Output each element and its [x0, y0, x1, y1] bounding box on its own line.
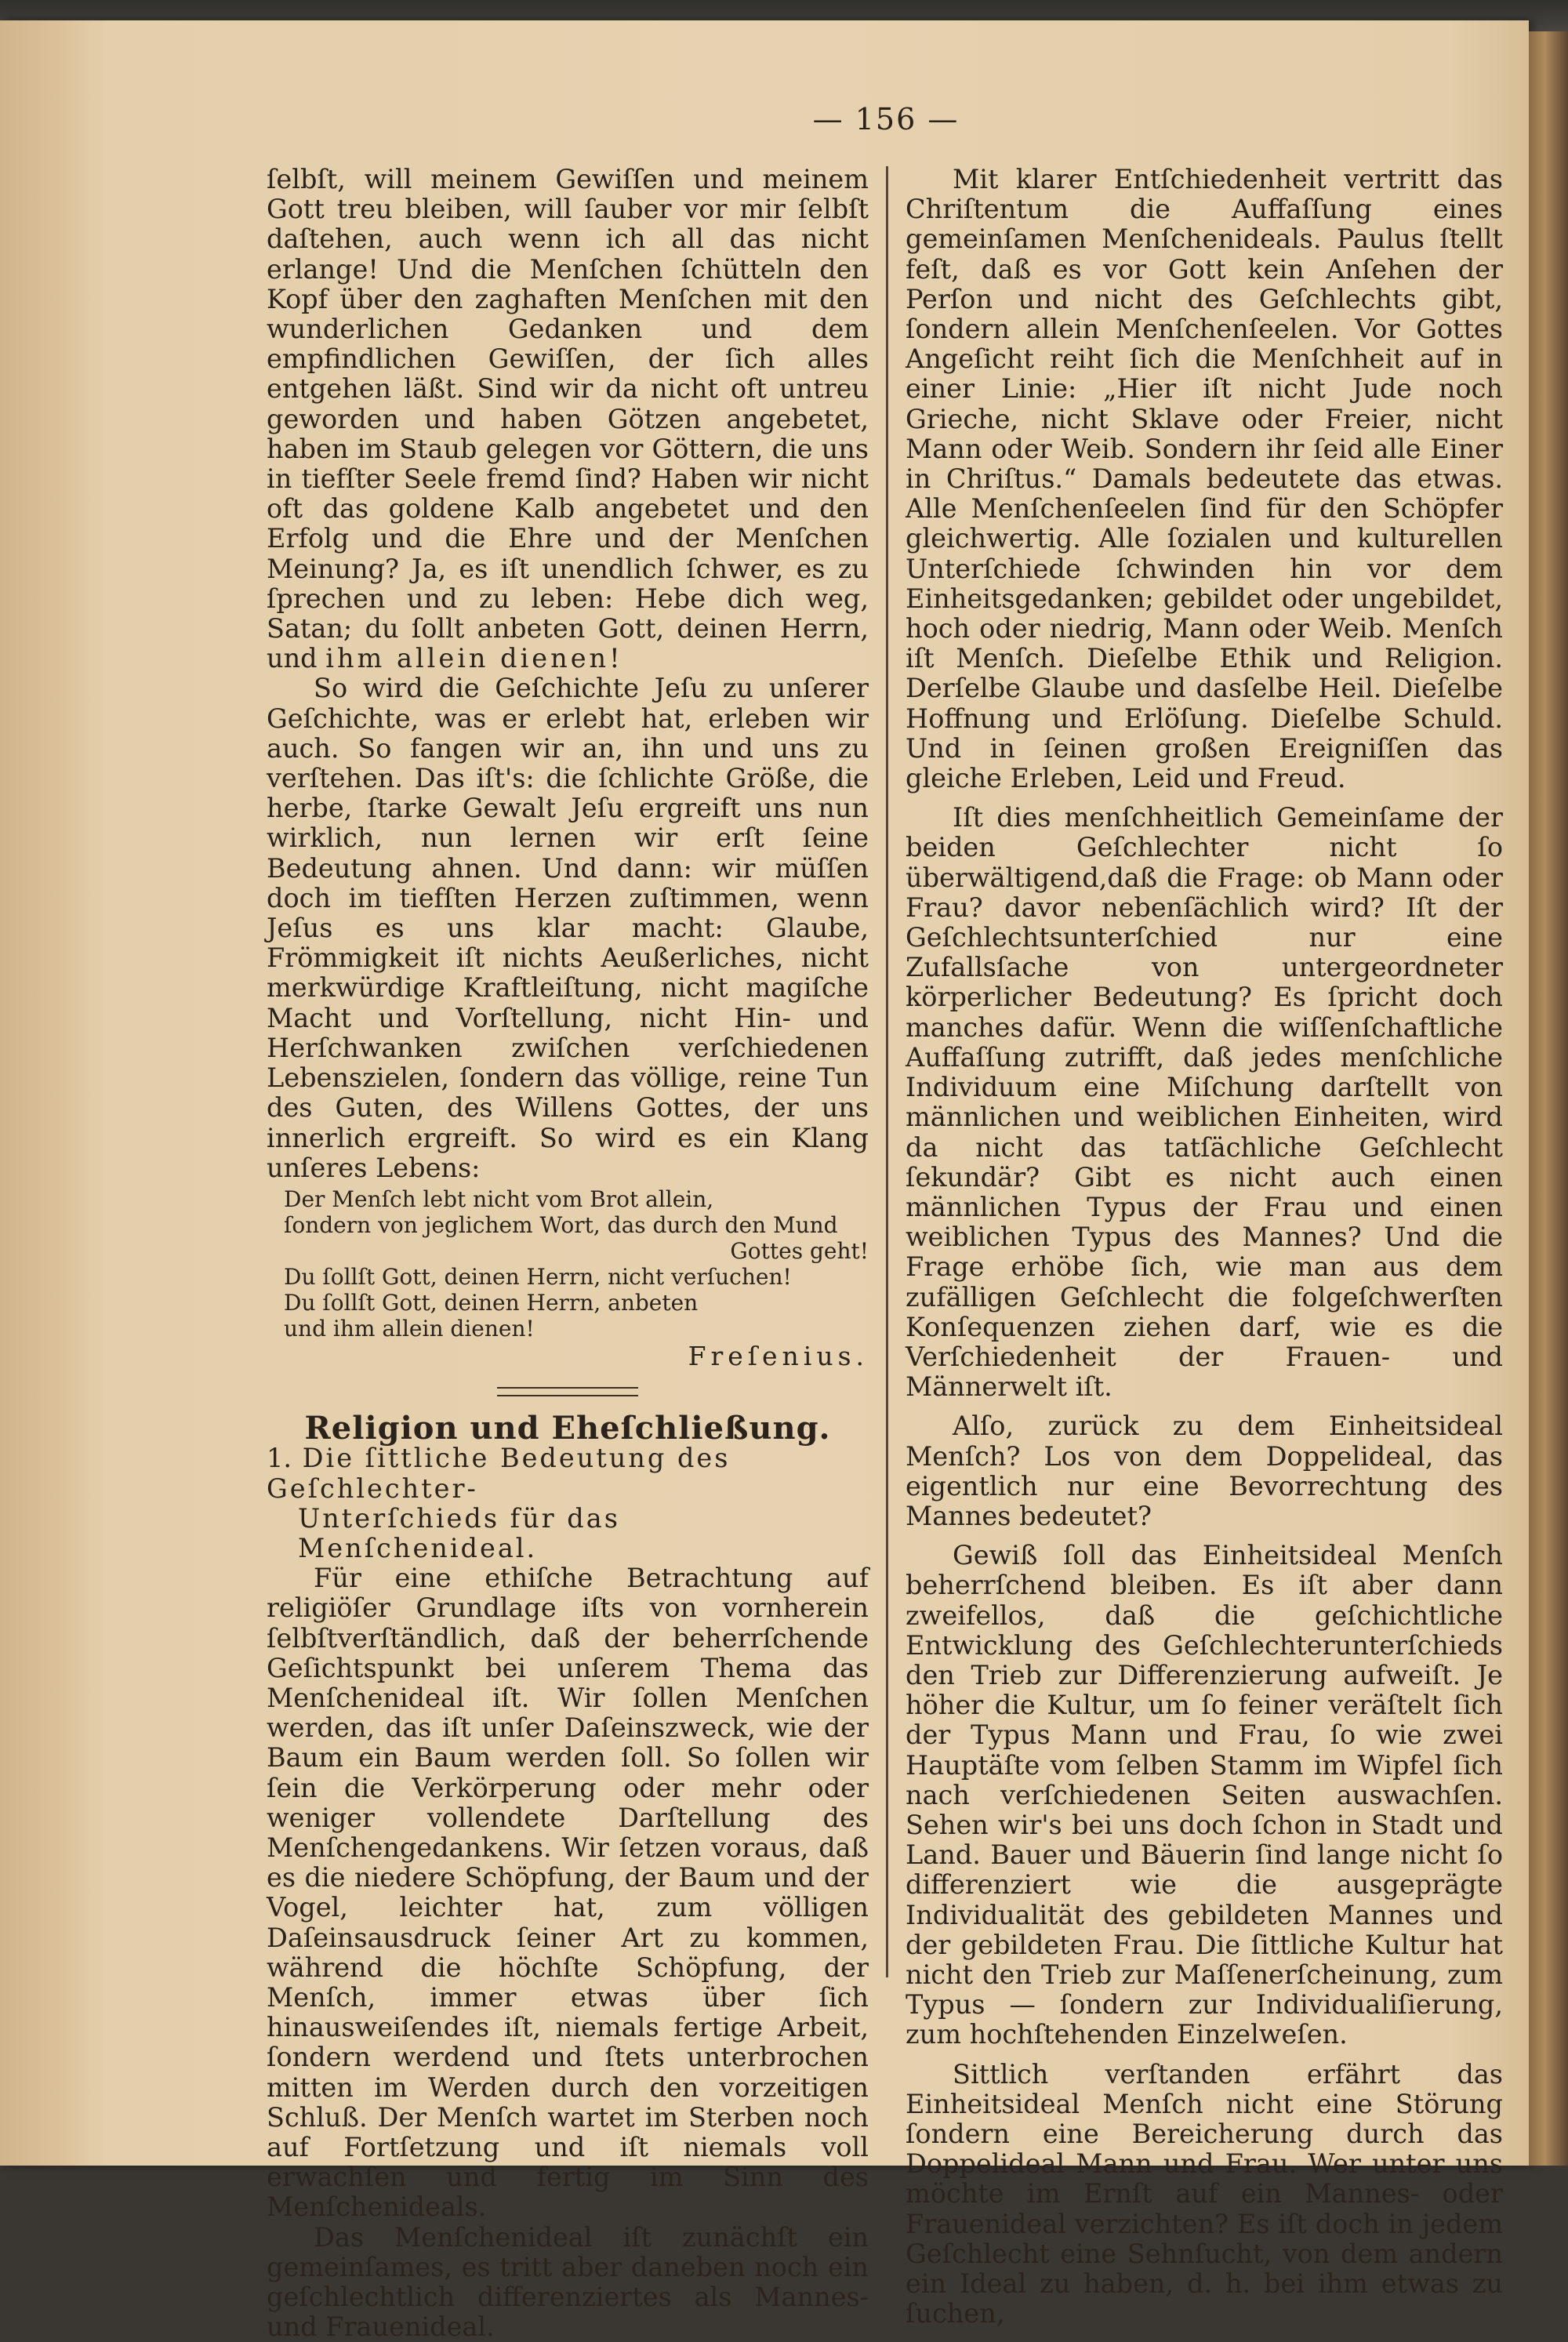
left-column — [267, 165, 869, 2342]
left-paragraph-4: Das Menſchenideal iſt zunächſt ein gemeinſames, es tritt aber daneben noch ein geſchlechtlich differenziertes als Mannes- und Frauenideal. — [267, 2221, 869, 2342]
right-column — [906, 165, 1503, 2329]
poem-line: und ihm allein dienen! — [284, 1315, 535, 1342]
subheading-line-1: Die ſittliche Bedeutung des Geſchlechter- — [267, 1443, 731, 1504]
left-paragraph-1-text: ſelbſt, will meinem Gewiſſen und meinem Gott treu bleiben, will ſauber vor mir ſelbſt daſtehen, auch wenn ich all das nicht erlange! Und die Menſchen ſchütteln den Kopf über den zaghaften Menſchen mit den wunderlichen Gedanken und dem empfindlichen Gewiſſen, der ſich alles entgehen läßt. Sind wir da nicht oft untreu geworden und haben Götzen angebetet, haben im Staub gelegen vor Göttern, die uns in tiefſter Seele fremd ſind? Haben wir nicht oft das goldene Kalb angebetet und den Erfolg und die Ehre und der Menſchen Meinung? Ja, es iſt unendlich ſchwer, es zu ſprechen und zu leben: Hebe dich weg, Satan; du ſollt anbeten Gott, deinen Herrn, und — [267, 164, 869, 674]
right-paragraph-2: Iſt dies menſchheitlich Gemeinſame der beiden Geſchlechter nicht ſo überwältigend,daß die Frage: ob Mann oder Frau? davor nebenſächlich wird? Iſt der Geſchlechtsunterſchied nur eine Zufallsſache von untergeordneter körperlicher Bedeutung? Es ſpricht doch manches dafür. Wenn die wiſſenſchaftliche Auffaſſung zutrifft, daß jedes menſchliche Individuum eine Miſchung darſtellt von männlichen und weiblichen Einheiten, wird da nicht das tatſächliche Geſchlecht ſekundär? Gibt es nicht auch einen männlichen Typus der Frau und einen weiblichen Typus des Mannes? Und die Frage erhöbe ſich, wie man aus dem zufälligen Geſchlecht die folgeſchwerſten Konſequenzen ziehen darf, wie es die Verſchiedenheit der Frauen- und Männerwelt iſt. — [906, 802, 1503, 1403]
right-paragraph-5: Sittlich verſtanden erfährt das Einheitsideal Menſch nicht eine Störung ſondern eine Bereicherung durch das Doppelideal Mann und Frau. Wer unter uns möchte im Ernſt auf ein Mannes- oder Frauenideal verzichten? Es iſt doch in jedem Geſchlecht eine Sehnſucht, von dem andern ein Ideal zu haben, d. h. bei ihm etwas zu ſuchen, — [906, 2058, 1503, 2329]
poem-signature: Freſenius. — [688, 1340, 869, 1371]
page-number: — 156 — — [812, 102, 960, 136]
poem-line: Du ſollſt Gott, deinen Herrn, nicht verſuchen! — [284, 1263, 792, 1290]
section-heading: Religion und Eheſchließung. — [304, 1410, 831, 1447]
right-paragraph-4: Gewiß ſoll das Einheitsideal Menſch beherrſchend bleiben. Es iſt aber dann zweifellos, daß die geſchichtliche Entwicklung des Geſchlechterunterſchieds den Trieb zur Differenzierung aufweiſt. Je höher die Kultur, um ſo feiner veräſtelt ſich der Typus Mann und Frau, ſo wie zwei Hauptäſte vom ſelben Stamm im Wipfel ſich nach verſchiedenen Seiten auswachſen. Sehen wir's bei uns doch ſchon in Stadt und Land. Bauer und Bäuerin ſind lange nicht ſo differenziert wie die ausgeprägte Individualität des gebildeten Mannes und der gebildeten Frau. Die ſittliche Kultur hat nicht den Trieb zur Maſſenerſcheinung, zum Typus — ſondern zur Individualiſierung, zum hochſtehenden Einzelweſen. — [906, 1540, 1503, 2050]
poem-line: Der Menſch lebt nicht vom Brot allein, — [284, 1186, 714, 1212]
section-separator — [497, 1387, 638, 1396]
subheading-number: 1. — [267, 1443, 292, 1474]
left-paragraph-1-emphasis: ihm allein dienen! — [325, 643, 623, 674]
poem-line: Du ſollſt Gott, deinen Herrn, anbeten — [284, 1289, 699, 1316]
subheading-line-2: Unterſchieds für das Menſchenideal. — [298, 1502, 620, 1563]
column-divider — [886, 166, 888, 1977]
left-paragraph-1 — [267, 165, 869, 674]
section-subheading — [267, 1443, 869, 1563]
right-paragraph-3: Alſo, zurück zu dem Einheitsideal Menſch? Los von dem Doppelideal, das eigentlich nur eine Bevorrechtung des Mannes bedeutet? — [906, 1411, 1503, 1531]
book-page-edge — [1529, 31, 1568, 2166]
poem-line: Gottes geht! — [730, 1237, 869, 1264]
left-paragraph-3: Für eine ethiſche Betrachtung auf religiöſer Grundlage iſts von vornherein ſelbſtverſtändlich, daß der beherrſchende Geſichtspunkt bei unſerem Thema das Menſchenideal iſt. Wir ſollen Menſchen werden, das iſt unſer Daſeinszweck, wie der Baum ein Baum werden ſoll. So ſollen wir ſein die Verkörperung oder mehr oder weniger vollendete Darſtellung des Menſchengedankens. Wir ſetzen voraus, daß es die niedere Schöpfung, der Baum und der Vogel, leichter hat, zum völligen Daſeinsausdruck ſeiner Art zu kommen, während die höchſte Schöpfung, der Menſch, immer etwas über ſich hinausweiſendes iſt, niemals fertige Arbeit, ſondern werdend und ſtets unterbrochen mitten im Werden durch den vorzeitigen Schluß. Der Menſch wartet im Sterben noch auf Fortſetzung und iſt niemals voll erwachſen und fertig im Sinn des Menſchenideals. — [267, 1563, 869, 2223]
poem-quote — [284, 1186, 869, 1342]
left-paragraph-2: So wird die Geſchichte Jeſu zu unſerer Geſchichte, was er erlebt hat, erleben wir auch. So fangen wir an, ihn und uns zu verſtehen. Das iſt's: die ſchlichte Größe, die herbe, ſtarke Gewalt Jeſu ergreift uns nun wirklich, nun lernen wir erſt ſeine Bedeutung ahnen. Und dann: wir müſſen doch im tiefſten Herzen zuſtimmen, wenn Jeſus es uns klar macht: Glaube, Frömmigkeit iſt nichts Aeußerliches, nicht merkwürdige Kraftleiſtung, nicht magiſche Macht und Vorſtellung, nicht Hin- und Herſchwanken zwiſchen verſchiedenen Lebenszielen, ſondern das völlige, reine Tun des Guten, des Willens Gottes, der uns innerlich ergreift. So wird es ein Klang unſeres Lebens: — [267, 673, 869, 1183]
right-paragraph-1: Mit klarer Entſchiedenheit vertritt das Chriſtentum die Auffaſſung eines gemeinſamen Menſchenideals. Paulus ſtellt feſt, daß es vor Gott kein Anſehen der Perſon und nicht des Geſchlechts gibt, ſondern allein Menſchenſeelen. Vor Gottes Angeſicht reiht ſich die Menſchheit auf in einer Linie: „Hier iſt nicht Jude noch Grieche, nicht Sklave oder Freier, nicht Mann oder Weib. Sondern ihr ſeid alle Einer in Chriſtus.“ Damals bedeutete das etwas. Alle Menſchenſeelen ſind für den Schöpfer gleichwertig. Alle ſozialen und kulturellen Unterſchiede ſchwinden hin vor dem Einheitsgedanken; gebildet oder ungebildet, hoch oder niedrig, Mann oder Weib. Menſch iſt Menſch. Dieſelbe Ethik und Religion. Derſelbe Glaube und dasſelbe Heil. Dieſelbe Hoffnung und Erlöſung. Dieſelbe Schuld. Und in ſeinen großen Ereigniſſen das gleiche Erleben, Leid und Freud. — [906, 164, 1503, 794]
poem-line: ſondern von jeglichem Wort, das durch den Mund — [284, 1211, 838, 1238]
